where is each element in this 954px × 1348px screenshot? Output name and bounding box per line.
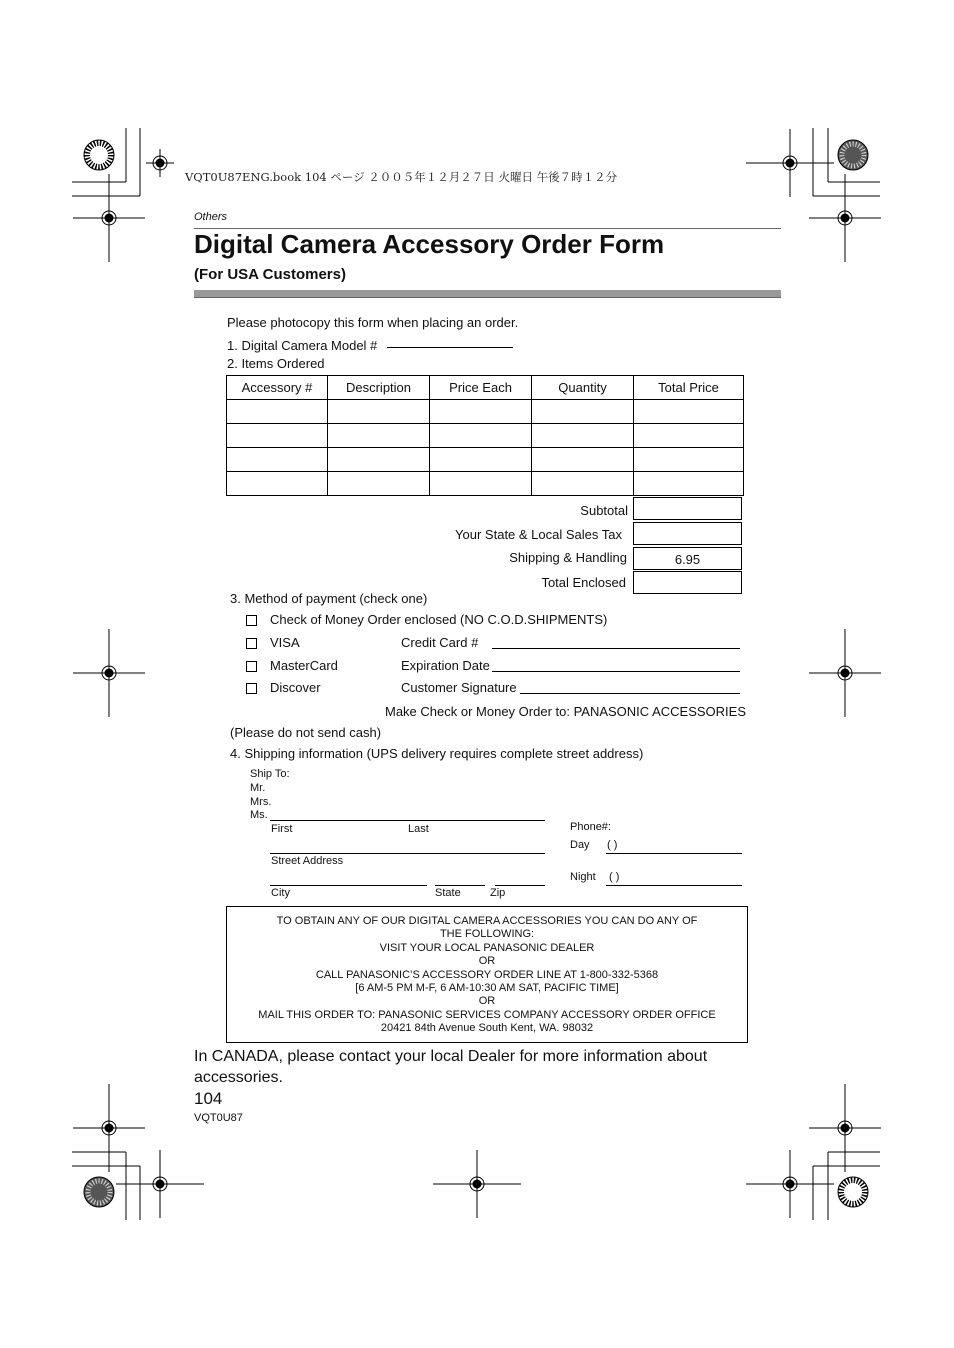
info-line: OR [478, 955, 496, 968]
table-cell[interactable] [532, 424, 634, 448]
table-cell[interactable] [634, 400, 744, 424]
col-quantity: Quantity [532, 376, 634, 400]
col-accessory: Accessory # [227, 376, 328, 400]
section-label: Others [194, 211, 228, 223]
table-cell[interactable] [532, 448, 634, 472]
credit-card-field[interactable] [492, 648, 740, 649]
doc-code: VQT0U87 [194, 1112, 243, 1124]
table-cell[interactable] [532, 472, 634, 496]
table-cell[interactable] [328, 472, 430, 496]
col-price-each: Price Each [430, 376, 532, 400]
expiration-field[interactable] [492, 671, 740, 672]
items-label: 2. Items Ordered [227, 356, 325, 371]
signature-field[interactable] [520, 693, 740, 694]
phone-label: Phone#: [570, 821, 611, 833]
check-checkbox[interactable] [246, 615, 257, 626]
discover-label: Discover [270, 680, 321, 695]
total-enclosed-box[interactable] [633, 571, 742, 594]
info-line: 20421 84th Avenue South Kent, WA. 98032 [380, 1022, 594, 1035]
table-cell[interactable] [430, 400, 532, 424]
ship-to-label: Ship To: [250, 768, 290, 780]
table-cell[interactable] [634, 448, 744, 472]
table-cell[interactable] [227, 424, 328, 448]
night-phone-field[interactable] [606, 885, 742, 886]
table-cell[interactable] [430, 424, 532, 448]
items-table [226, 375, 744, 496]
credit-card-label: Credit Card # [401, 635, 479, 650]
table-cell[interactable] [227, 400, 328, 424]
table-row [227, 448, 744, 472]
state-label: State [435, 887, 461, 899]
no-cash-text: (Please do not send cash) [230, 725, 382, 740]
day-paren: ( ) [607, 839, 618, 851]
first-label: First [271, 823, 293, 835]
check-option-label: Check of Money Order enclosed (NO C.O.D.SHIPMENTS) [270, 612, 608, 627]
table-cell[interactable] [532, 400, 634, 424]
canada-note-line1: In CANADA, please contact your local Dealer for more information about [194, 1048, 708, 1065]
model-label: 1. Digital Camera Model # [227, 338, 378, 353]
print-header: VQT0U87ENG.book 104 ページ ２００５年１２月２７日 火曜日 午後７時１２分 [185, 170, 618, 184]
info-line: TO OBTAIN ANY OF OUR DIGITAL CAMERA ACCESSORIES YOU CAN DO ANY OF [276, 915, 698, 927]
table-header-row [227, 376, 744, 400]
day-label: Day [570, 839, 590, 851]
visa-checkbox[interactable] [246, 638, 257, 649]
night-paren: ( ) [609, 871, 620, 883]
tax-box[interactable] [633, 522, 742, 545]
street-label: Street Address [271, 855, 344, 867]
discover-checkbox[interactable] [246, 683, 257, 694]
signature-label: Customer Signature [401, 680, 517, 695]
state-field[interactable] [435, 885, 485, 886]
info-line: MAIL THIS ORDER TO: PANASONIC SERVICES COMPANY ACCESSORY ORDER OFFICE [258, 1008, 716, 1021]
col-description: Description [328, 376, 430, 400]
info-line: THE FOLLOWING: [439, 928, 535, 941]
page-title: Digital Camera Accessory Order Form [194, 229, 665, 259]
table-cell[interactable] [227, 472, 328, 496]
table-row [227, 424, 744, 448]
payment-heading: 3. Method of payment (check one) [230, 591, 428, 606]
tax-label: Your State & Local Sales Tax [455, 527, 622, 542]
table-cell[interactable] [634, 472, 744, 496]
shipping-heading: 4. Shipping information (UPS delivery requires complete street address) [230, 746, 644, 761]
subtotal-box[interactable] [633, 497, 742, 520]
page-subtitle: (For USA Customers) [194, 266, 346, 283]
day-phone-field[interactable] [606, 853, 742, 854]
table-cell[interactable] [328, 448, 430, 472]
city-field[interactable] [270, 885, 427, 886]
model-field[interactable] [387, 347, 513, 348]
subtotal-label: Subtotal [580, 503, 628, 518]
zip-label: Zip [490, 887, 506, 899]
table-cell[interactable] [328, 424, 430, 448]
info-line: [6 AM-5 PM M-F, 6 AM-10:30 AM SAT, PACIFIC TIME] [355, 982, 619, 995]
table-cell[interactable] [430, 448, 532, 472]
table-cell[interactable] [328, 400, 430, 424]
mr-label: Mr. [250, 782, 266, 794]
ms-label: Ms. [250, 809, 268, 821]
visa-label: VISA [270, 635, 300, 650]
info-line: VISIT YOUR LOCAL PANASONIC DEALER [379, 941, 595, 954]
info-line: OR [478, 995, 496, 1008]
city-label: City [271, 887, 290, 899]
order-info-box [226, 906, 748, 1043]
table-row [227, 472, 744, 496]
expiration-label: Expiration Date [401, 658, 490, 673]
zip-field[interactable] [495, 885, 545, 886]
mastercard-label: MasterCard [270, 658, 338, 673]
make-check-text: Make Check or Money Order to: PANASONIC ACCESSORIES [385, 704, 746, 719]
intro-text: Please photocopy this form when placing an order. [227, 315, 519, 330]
last-label: Last [408, 823, 429, 835]
col-total-price: Total Price [634, 376, 744, 400]
shipping-label: Shipping & Handling [509, 550, 627, 565]
shipping-box: 6.95 [633, 547, 742, 570]
mastercard-checkbox[interactable] [246, 661, 257, 672]
page-number: 104 [194, 1089, 223, 1108]
table-cell[interactable] [227, 448, 328, 472]
name-field[interactable] [270, 820, 545, 821]
info-line: CALL PANASONIC’S ACCESSORY ORDER LINE AT 1-800-332-5368 [315, 968, 659, 981]
title-bar [194, 290, 781, 298]
table-cell[interactable] [634, 424, 744, 448]
street-field[interactable] [270, 853, 545, 854]
table-cell[interactable] [430, 472, 532, 496]
total-enclosed-label: Total Enclosed [541, 575, 626, 590]
night-label: Night [570, 871, 596, 883]
table-row [227, 400, 744, 424]
mrs-label: Mrs. [250, 796, 272, 808]
canada-note-line2: accessories. [194, 1069, 283, 1086]
